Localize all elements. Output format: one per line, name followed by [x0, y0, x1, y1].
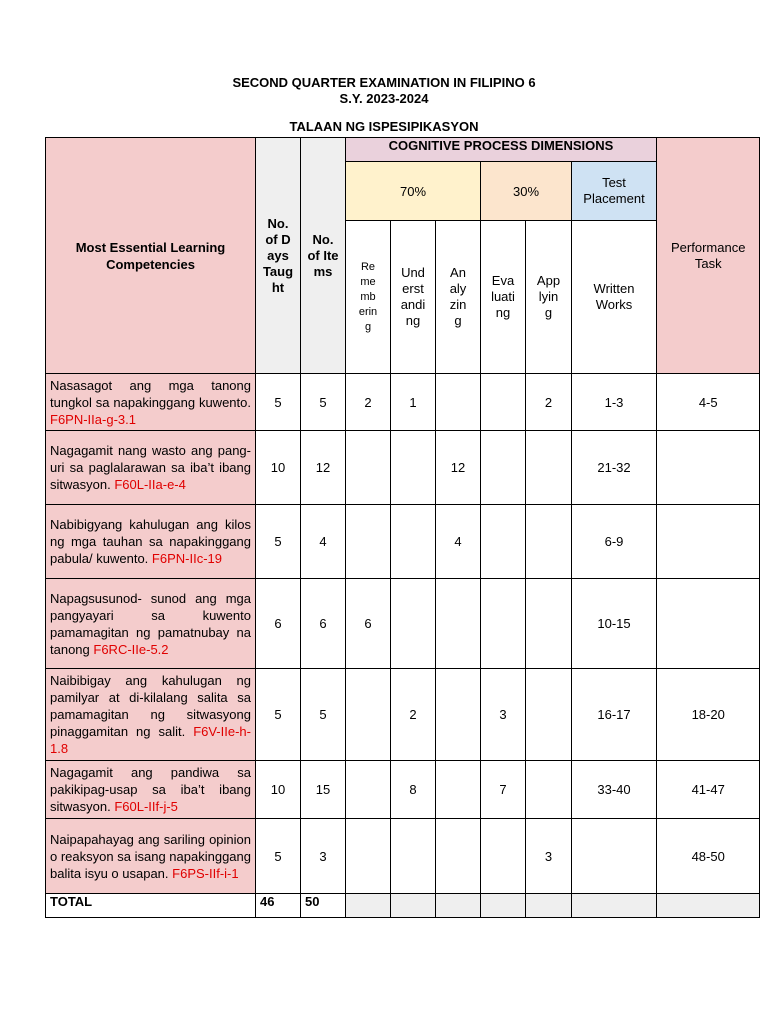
header-70-percent: 70%	[346, 162, 481, 221]
written-works-cell: 10-15	[572, 579, 657, 669]
days-cell: 5	[256, 669, 301, 761]
written-works-cell: 16-17	[572, 669, 657, 761]
total-analyzing	[436, 894, 481, 918]
competency-text: Nasasagot ang mga tanong tungkol sa napakinggang kuwento.	[50, 377, 251, 410]
remembering-cell	[346, 819, 391, 894]
understanding-cell: 1	[391, 374, 436, 431]
performance-task-cell	[657, 431, 760, 505]
total-evaluating	[481, 894, 526, 918]
title-line-1: SECOND QUARTER EXAMINATION IN FILIPINO 6	[232, 75, 536, 90]
competency-code: F6V-IIe-h-1.8	[50, 724, 251, 756]
written-works-cell: 21-32	[572, 431, 657, 505]
header-no-of-items: No. of Items	[301, 138, 346, 374]
days-cell: 5	[256, 374, 301, 431]
understanding-cell: 8	[391, 761, 436, 819]
header-performance-task: Performance Task	[657, 138, 760, 374]
competency-text: Nagagamit nang wasto ang pang-uri sa paglalarawan sa iba’t ibang sitwasyon.	[50, 443, 251, 492]
header-competencies: Most Essential Learning Competencies	[46, 138, 256, 374]
evaluating-cell	[481, 579, 526, 669]
competency-cell	[46, 819, 256, 894]
items-cell: 6	[301, 579, 346, 669]
remembering-cell: 2	[346, 374, 391, 431]
competency-cell	[46, 579, 256, 669]
competency-cell	[46, 374, 256, 431]
performance-task-cell: 48-50	[657, 819, 760, 894]
competency-text: Naipapahayag ang sariling opinion o reaksyon sa isang napakinggang balita isyu o usapan.	[50, 831, 251, 881]
header-30-percent: 30%	[481, 162, 572, 221]
days-cell: 10	[256, 431, 301, 505]
analyzing-cell	[436, 579, 481, 669]
header-evaluating: Evaluating	[481, 221, 526, 374]
competency-code: F6PN-IIc-19	[151, 551, 222, 566]
performance-task-cell: 18-20	[657, 669, 760, 761]
remembering-cell: 6	[346, 579, 391, 669]
analyzing-cell	[436, 761, 481, 819]
days-cell: 5	[256, 505, 301, 579]
items-cell: 5	[301, 374, 346, 431]
evaluating-cell	[481, 374, 526, 431]
evaluating-cell: 7	[481, 761, 526, 819]
table-row	[46, 761, 760, 819]
header-applying: Applying	[526, 221, 572, 374]
table-row	[46, 819, 760, 894]
competency-text: Naibibigay ang kahulugan ng pamilyar at di-kilalang salita sa pamamagitan ng sitwasyong pinaggamitan ng salit.	[50, 673, 251, 739]
items-cell: 12	[301, 431, 346, 505]
competency-text: Napagsusunod- sunod ang mga pangyayari sa kuwento pamamagitan ng pamatnubay na tanong	[50, 590, 251, 657]
title-line-2: S.Y. 2023-2024	[339, 91, 429, 106]
written-works-cell: 33-40	[572, 761, 657, 819]
total-written-works	[572, 894, 657, 918]
analyzing-cell: 12	[436, 431, 481, 505]
remembering-cell	[346, 669, 391, 761]
items-cell: 4	[301, 505, 346, 579]
competency-cell	[46, 431, 256, 505]
table-row	[46, 431, 760, 505]
applying-cell: 3	[526, 819, 572, 894]
evaluating-cell	[481, 505, 526, 579]
written-works-cell: 1-3	[572, 374, 657, 431]
competency-code: F6RC-IIe-5.2	[93, 641, 169, 657]
items-cell: 5	[301, 669, 346, 761]
total-applying	[526, 894, 572, 918]
understanding-cell	[391, 505, 436, 579]
competency-code: F6PS-IIf-i-1	[172, 865, 239, 881]
applying-cell	[526, 579, 572, 669]
competency-text: Nabibigyang kahulugan ang kilos ng mga tauhan sa napakinggang pabula/ kuwento.	[50, 517, 251, 566]
competency-code: F60L-IIa-e-4	[114, 477, 186, 492]
competency-text: Nagagamit ang pandiwa sa pakikipag-usap sa iba’t ibang sitwasyon.	[50, 765, 251, 814]
table-row	[46, 374, 760, 431]
performance-task-cell: 4-5	[657, 374, 760, 431]
items-cell: 3	[301, 819, 346, 894]
applying-cell: 2	[526, 374, 572, 431]
total-understanding	[391, 894, 436, 918]
understanding-cell	[391, 819, 436, 894]
specification-table	[45, 137, 760, 918]
total-items: 50	[301, 894, 346, 918]
analyzing-cell	[436, 819, 481, 894]
header-understanding: Understanding	[391, 221, 436, 374]
applying-cell	[526, 669, 572, 761]
competency-cell	[46, 505, 256, 579]
analyzing-cell	[436, 669, 481, 761]
applying-cell	[526, 505, 572, 579]
performance-task-cell: 41-47	[657, 761, 760, 819]
items-cell: 15	[301, 761, 346, 819]
competency-code: F6PN-IIa-g-3.1	[50, 411, 136, 427]
performance-task-cell	[657, 579, 760, 669]
total-performance-task	[657, 894, 760, 918]
analyzing-cell: 4	[436, 505, 481, 579]
remembering-cell	[346, 761, 391, 819]
total-remembering	[346, 894, 391, 918]
written-works-cell	[572, 819, 657, 894]
understanding-cell: 2	[391, 669, 436, 761]
remembering-cell	[346, 431, 391, 505]
table-row	[46, 579, 760, 669]
competency-code: F60L-IIf-j-5	[114, 799, 178, 814]
table-row	[46, 669, 760, 761]
header-days-taught: No. of Days Taught	[256, 138, 301, 374]
total-days: 46	[256, 894, 301, 918]
written-works-cell: 6-9	[572, 505, 657, 579]
header-analyzing: Analyzing	[436, 221, 481, 374]
evaluating-cell	[481, 431, 526, 505]
document-title	[0, 75, 768, 107]
document-subtitle: TALAAN NG ISPESIPIKASYON	[289, 119, 479, 134]
remembering-cell	[346, 505, 391, 579]
applying-cell	[526, 431, 572, 505]
competency-cell	[46, 761, 256, 819]
header-remembering: Remembering	[346, 221, 391, 374]
header-written-works: Written Works	[572, 221, 657, 374]
days-cell: 6	[256, 579, 301, 669]
total-row	[46, 894, 760, 918]
evaluating-cell: 3	[481, 669, 526, 761]
table-row	[46, 505, 760, 579]
evaluating-cell	[481, 819, 526, 894]
applying-cell	[526, 761, 572, 819]
understanding-cell	[391, 431, 436, 505]
competency-cell	[46, 669, 256, 761]
analyzing-cell	[436, 374, 481, 431]
header-cognitive-process-dimensions: COGNITIVE PROCESS DIMENSIONS	[346, 138, 657, 162]
days-cell: 10	[256, 761, 301, 819]
total-label: TOTAL	[46, 894, 256, 918]
performance-task-cell	[657, 505, 760, 579]
understanding-cell	[391, 579, 436, 669]
days-cell: 5	[256, 819, 301, 894]
header-test-placement: Test Placement	[572, 162, 657, 221]
